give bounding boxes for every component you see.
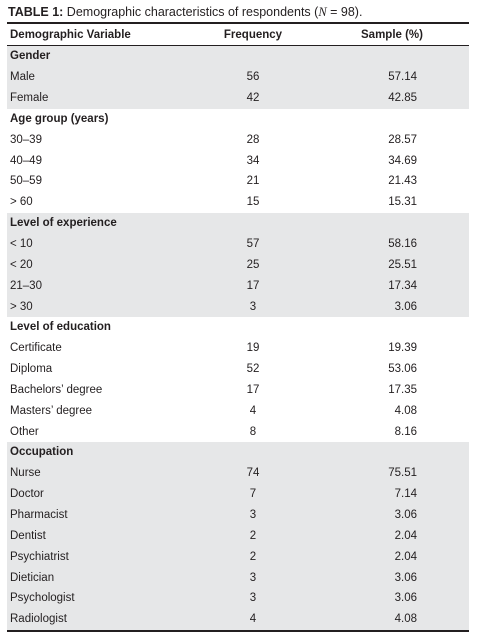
table-row: [7, 609, 469, 630]
row-frequency: 3: [249, 300, 257, 313]
table-body: [7, 46, 469, 630]
header-sample: Sample (%): [361, 28, 423, 41]
row-sample: 7.14: [394, 488, 417, 501]
row-frequency: 3: [249, 571, 257, 584]
row-sample: 15.31: [388, 196, 417, 209]
table-row: [7, 484, 469, 505]
table-row: [7, 338, 469, 359]
row-sample: 3.06: [394, 592, 417, 605]
row-label: Psychiatrist: [10, 550, 69, 563]
row-label: < 10: [10, 238, 33, 251]
header-variable: Demographic Variable: [10, 28, 131, 41]
caption-text-before: Demographic characteristics of respondents (: [63, 5, 319, 19]
row-label: Diploma: [10, 363, 53, 376]
row-label: 21–30: [10, 279, 42, 292]
row-sample: 42.85: [388, 92, 417, 105]
row-label: < 20: [10, 258, 33, 271]
table-row: [7, 505, 469, 526]
section-title: Occupation: [10, 446, 74, 459]
table-row: [7, 150, 469, 171]
row-label: Nurse: [10, 467, 41, 480]
table-row: [7, 234, 469, 255]
row-label: Radiologist: [10, 613, 67, 626]
row-frequency: 4: [249, 613, 257, 626]
row-label: Certificate: [10, 342, 62, 355]
row-label: Other: [10, 425, 39, 438]
demographic-table: [7, 4, 469, 632]
table-row: [7, 463, 469, 484]
table-row: [7, 192, 469, 213]
section-title: Gender: [10, 50, 51, 63]
table-caption: [7, 4, 469, 22]
row-sample: 8.16: [394, 425, 417, 438]
row-frequency: 2: [249, 529, 257, 542]
row-label: > 30: [10, 300, 33, 313]
row-frequency: 3: [249, 592, 257, 605]
section-header-row: [7, 213, 469, 234]
row-frequency: 3: [249, 508, 257, 521]
table-row: [7, 525, 469, 546]
row-label: 30–39: [10, 133, 42, 146]
row-frequency: 7: [249, 488, 257, 501]
table-row: [7, 380, 469, 401]
row-label: 40–49: [10, 154, 42, 167]
row-frequency: 52: [246, 363, 260, 376]
row-sample: 25.51: [388, 258, 417, 271]
row-sample: 4.08: [394, 404, 417, 417]
row-frequency: 21: [246, 175, 260, 188]
table-header-row: [7, 22, 469, 46]
row-label: Dentist: [10, 529, 46, 542]
row-frequency: 8: [249, 425, 257, 438]
row-sample: 4.08: [394, 613, 417, 626]
row-label: Bachelors’ degree: [10, 383, 103, 396]
row-sample: 21.43: [388, 175, 417, 188]
row-sample: 3.06: [394, 571, 417, 584]
table-bottom-rule: [7, 630, 469, 632]
row-label: 50–59: [10, 175, 42, 188]
row-sample: 3.06: [394, 300, 417, 313]
row-frequency: 17: [246, 383, 260, 396]
table-row: [7, 88, 469, 109]
row-frequency: 15: [246, 196, 260, 209]
row-sample: 58.16: [388, 238, 417, 251]
row-frequency: 28: [246, 133, 260, 146]
table-row: [7, 254, 469, 275]
row-frequency: 56: [246, 71, 260, 84]
table-row: [7, 400, 469, 421]
table-row: [7, 421, 469, 442]
row-label: Masters’ degree: [10, 404, 93, 417]
table-row: [7, 129, 469, 150]
row-frequency: 57: [246, 238, 260, 251]
section-header-row: [7, 109, 469, 130]
table-row: [7, 567, 469, 588]
row-sample: 17.34: [388, 279, 417, 292]
row-sample: 2.04: [394, 529, 417, 542]
row-frequency: 4: [249, 404, 257, 417]
caption-text-after: = 98).: [326, 5, 363, 19]
header-frequency: Frequency: [223, 28, 283, 41]
table-row: [7, 275, 469, 296]
row-label: Female: [10, 92, 49, 105]
row-label: Male: [10, 71, 35, 84]
row-sample: 28.57: [388, 133, 417, 146]
row-frequency: 25: [246, 258, 260, 271]
row-frequency: 74: [246, 467, 260, 480]
table-row: [7, 546, 469, 567]
table-row: [7, 67, 469, 88]
row-frequency: 42: [246, 92, 260, 105]
row-frequency: 17: [246, 279, 260, 292]
row-label: Doctor: [10, 488, 44, 501]
row-frequency: 2: [249, 550, 257, 563]
section-title: Age group (years): [10, 112, 109, 125]
section-header-row: [7, 317, 469, 338]
caption-label: TABLE 1:: [8, 5, 64, 19]
row-sample: 34.69: [388, 154, 417, 167]
row-label: Psychologist: [10, 592, 75, 605]
row-sample: 2.04: [394, 550, 417, 563]
table-row: [7, 296, 469, 317]
row-label: Dietician: [10, 571, 55, 584]
row-frequency: 19: [246, 342, 260, 355]
row-sample: 57.14: [388, 71, 417, 84]
table-row: [7, 359, 469, 380]
table-row: [7, 588, 469, 609]
row-sample: 53.06: [388, 363, 417, 376]
row-frequency: 34: [246, 154, 260, 167]
row-sample: 3.06: [394, 508, 417, 521]
section-title: Level of experience: [10, 217, 117, 230]
caption-n-symbol: N: [318, 5, 327, 19]
table-row: [7, 171, 469, 192]
row-sample: 19.39: [388, 342, 417, 355]
section-header-row: [7, 46, 469, 67]
row-sample: 75.51: [388, 467, 417, 480]
row-label: > 60: [10, 196, 33, 209]
section-header-row: [7, 442, 469, 463]
section-title: Level of education: [10, 321, 111, 334]
row-label: Pharmacist: [10, 508, 68, 521]
row-sample: 17.35: [388, 383, 417, 396]
